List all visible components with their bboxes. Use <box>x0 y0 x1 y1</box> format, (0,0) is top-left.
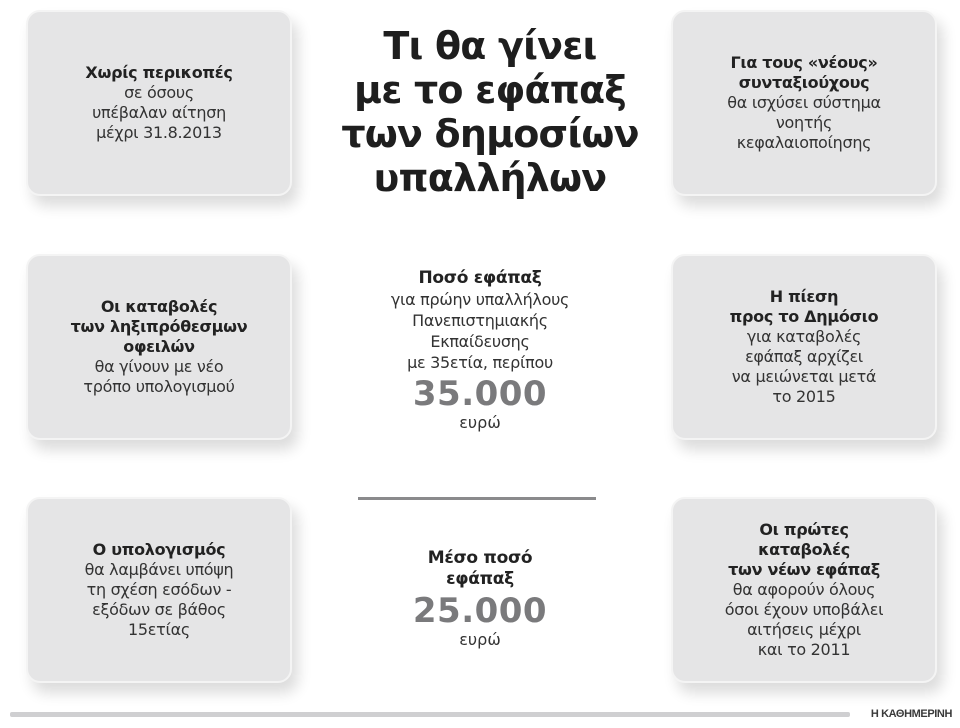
card-text: για καταβολές <box>746 327 862 346</box>
info-card-new-pensioners <box>671 10 937 196</box>
title-line: Τι θα γίνει <box>383 24 597 68</box>
stat-unit: ευρώ <box>459 630 501 649</box>
card-heading: προς το Δημόσιο <box>729 307 879 326</box>
card-text: θα λαμβάνει υπόψη <box>84 560 234 579</box>
footer-rule <box>10 712 850 717</box>
stat-text: με 35ετία, περίπου <box>407 353 553 372</box>
card-heading: Χωρίς περικοπές <box>85 63 233 82</box>
stat-text: Εκπαίδευσης <box>430 332 530 351</box>
card-text: μέχρι 31.8.2013 <box>96 123 222 142</box>
info-card-first-payments <box>671 497 937 683</box>
card-text: το 2015 <box>772 387 836 406</box>
card-heading: Για τους «νέους» <box>730 53 878 72</box>
infographic-title <box>340 24 640 200</box>
card-text: κεφαλαιοποίησης <box>736 133 872 152</box>
publisher-credit: Η ΚΑΘΗΜΕΡΙΝΗ <box>870 708 952 720</box>
card-heading: συνταξιούχους <box>738 73 870 92</box>
card-text: νοητής <box>775 113 833 132</box>
card-heading: Η πίεση <box>769 287 839 306</box>
card-text: θα γίνουν με νέο <box>94 357 224 376</box>
title-line: των δημοσίων <box>341 112 639 156</box>
title-line: υπαλλήλων <box>373 156 607 200</box>
card-text: υπέβαλαν αίτηση <box>92 103 226 122</box>
stat-average-lump-sum <box>340 548 620 650</box>
card-text: 15ετίας <box>128 620 190 639</box>
card-text: σε όσους <box>124 83 194 102</box>
card-heading: Οι πρώτες <box>759 520 849 539</box>
stat-heading: εφάπαξ <box>446 569 514 589</box>
card-heading: των ληξιπρόθεσμων <box>70 317 248 336</box>
section-divider <box>358 497 596 500</box>
card-text: τρόπο υπολογισμού <box>83 377 235 396</box>
stat-heading: Μέσο ποσό <box>427 548 533 568</box>
card-text: και το 2011 <box>757 640 851 659</box>
stat-university-lump-sum <box>340 268 620 433</box>
stat-value: 35.000 <box>412 374 548 414</box>
card-text: θα αφορούν όλους <box>732 580 876 599</box>
stat-unit: ευρώ <box>459 413 501 432</box>
card-text: θα ισχύσει σύστημα <box>727 93 881 112</box>
card-heading: οφειλών <box>123 337 195 356</box>
card-text: εφάπαξ αρχίζει <box>745 347 863 366</box>
info-card-no-cuts <box>26 10 292 196</box>
card-text: τη σχέση εσόδων - <box>86 580 232 599</box>
stat-value: 25.000 <box>412 591 548 631</box>
card-text: εξόδων σε βάθος <box>92 600 226 619</box>
card-text: να μειώνεται μετά <box>731 367 877 386</box>
card-text: όσοι έχουν υποβάλει <box>724 600 884 619</box>
card-heading: Οι καταβολές <box>100 297 218 316</box>
card-heading: Ο υπολογισμός <box>92 540 226 559</box>
card-text: αιτήσεις μέχρι <box>747 620 861 639</box>
info-card-calculation <box>26 497 292 683</box>
info-card-overdue-payments <box>26 254 292 440</box>
card-heading: καταβολές <box>758 540 850 559</box>
card-heading: των νέων εφάπαξ <box>728 560 880 579</box>
info-card-state-pressure <box>671 254 937 440</box>
stat-heading: Ποσό εφάπαξ <box>418 268 542 288</box>
stat-text: Πανεπιστημιακής <box>412 311 548 330</box>
title-line: με το εφάπαξ <box>354 68 626 112</box>
stat-text: για πρώην υπαλλήλους <box>390 290 570 309</box>
